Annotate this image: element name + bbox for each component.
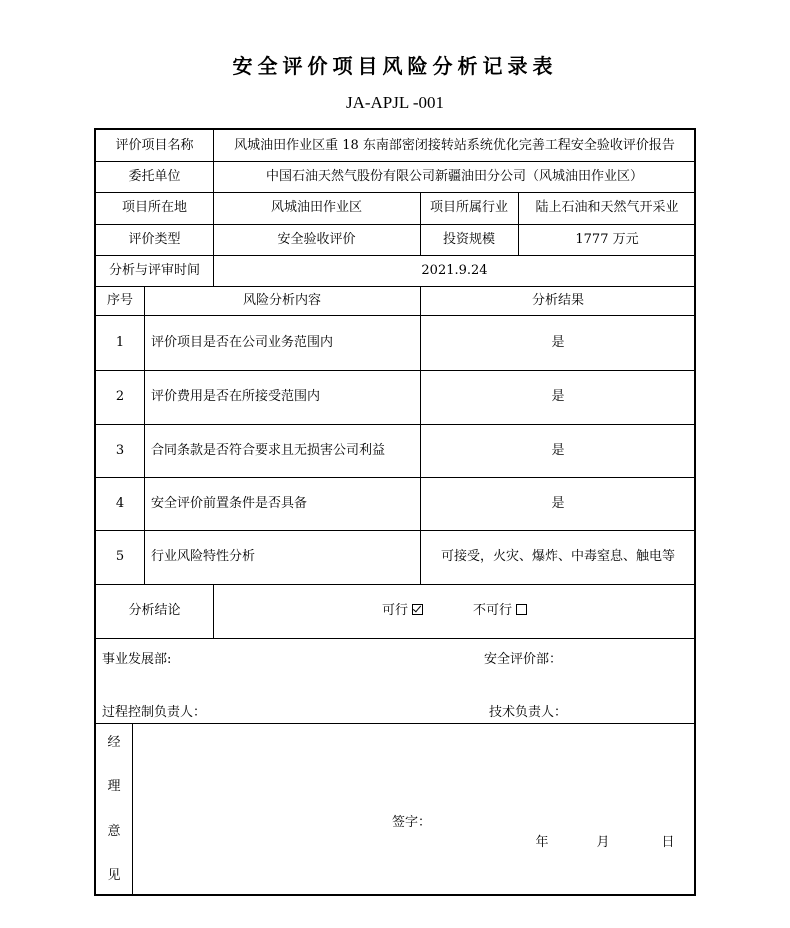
feasible-label: 可行 xyxy=(381,603,408,619)
review-time-value: 2021.9.24 xyxy=(421,262,488,278)
investment-label: 投资规模 xyxy=(442,231,495,247)
document-title: 安全评价项目风险分析记录表 xyxy=(232,54,558,78)
row-no: 3 xyxy=(115,442,125,458)
conclusion-options xyxy=(213,584,696,638)
row-result: 可接受，火灾、爆炸、中毒窒息、触电等 xyxy=(440,549,675,565)
row-no: 1 xyxy=(115,334,125,350)
client-value: 中国石油天然气股份有限公司新疆油田分公司（风城油田作业区） xyxy=(265,168,643,184)
eval-type-label: 评价类型 xyxy=(128,231,181,247)
row-no: 4 xyxy=(115,495,125,511)
project-name-label: 评价项目名称 xyxy=(115,137,194,153)
infeasible-label: 不可行 xyxy=(473,603,513,619)
manager-label-char: 理 xyxy=(107,779,121,795)
row-content: 合同条款是否符合要求且无损害公司利益 xyxy=(151,442,386,458)
row-content: 行业风险特性分析 xyxy=(151,549,256,565)
manager-opinion-label xyxy=(96,723,132,896)
row-result: 是 xyxy=(551,334,565,350)
manager-label-char: 经 xyxy=(107,735,121,750)
year-label: 年 xyxy=(535,835,549,851)
investment-value: 1777 万元 xyxy=(575,231,639,247)
feasible-option[interactable] xyxy=(382,603,423,619)
infeasible-option[interactable] xyxy=(473,603,527,619)
eval-type-value: 安全验收评价 xyxy=(277,231,356,247)
document-code: JA-APJL -001 xyxy=(345,93,445,112)
day-label: 日 xyxy=(661,835,675,851)
tech-owner-label: 技术负责人： xyxy=(489,705,568,721)
signature-label: 签字： xyxy=(392,815,432,831)
row-content: 安全评价前置条件是否具备 xyxy=(151,495,308,511)
process-owner-label: 过程控制负责人： xyxy=(102,705,207,721)
industry-label: 项目所属行业 xyxy=(429,200,508,216)
row-result: 是 xyxy=(551,442,565,458)
record-table xyxy=(94,128,696,896)
row-content: 评价费用是否在所接受范围内 xyxy=(151,389,321,405)
row-no: 5 xyxy=(115,549,125,565)
client-label: 委托单位 xyxy=(128,168,181,184)
row-no: 2 xyxy=(115,389,125,405)
header-no: 序号 xyxy=(106,292,133,308)
business-dept-label: 事业发展部: xyxy=(102,652,172,668)
row-result: 是 xyxy=(551,389,565,405)
checkbox-checked-icon[interactable] xyxy=(412,604,423,615)
row-result: 是 xyxy=(551,495,565,511)
safety-dept-label: 安全评价部： xyxy=(484,652,563,668)
review-time-label: 分析与评审时间 xyxy=(108,262,200,278)
location-value: 风城油田作业区 xyxy=(270,200,362,216)
row-content: 评价项目是否在公司业务范围内 xyxy=(151,334,334,350)
manager-label-char: 见 xyxy=(107,868,121,884)
conclusion-label: 分析结论 xyxy=(128,603,181,619)
location-label: 项目所在地 xyxy=(121,200,187,216)
header-result: 分析结果 xyxy=(531,292,584,308)
manager-label-char: 意 xyxy=(107,823,121,839)
header-content: 风险分析内容 xyxy=(242,292,321,308)
month-label: 月 xyxy=(596,835,610,851)
checkbox-empty-icon[interactable] xyxy=(516,604,527,615)
project-name-value: 风城油田作业区重 18 东南部密闭接转站系统优化完善工程安全验收评价报告 xyxy=(234,137,675,153)
industry-value: 陆上石油和天然气开采业 xyxy=(535,200,679,216)
